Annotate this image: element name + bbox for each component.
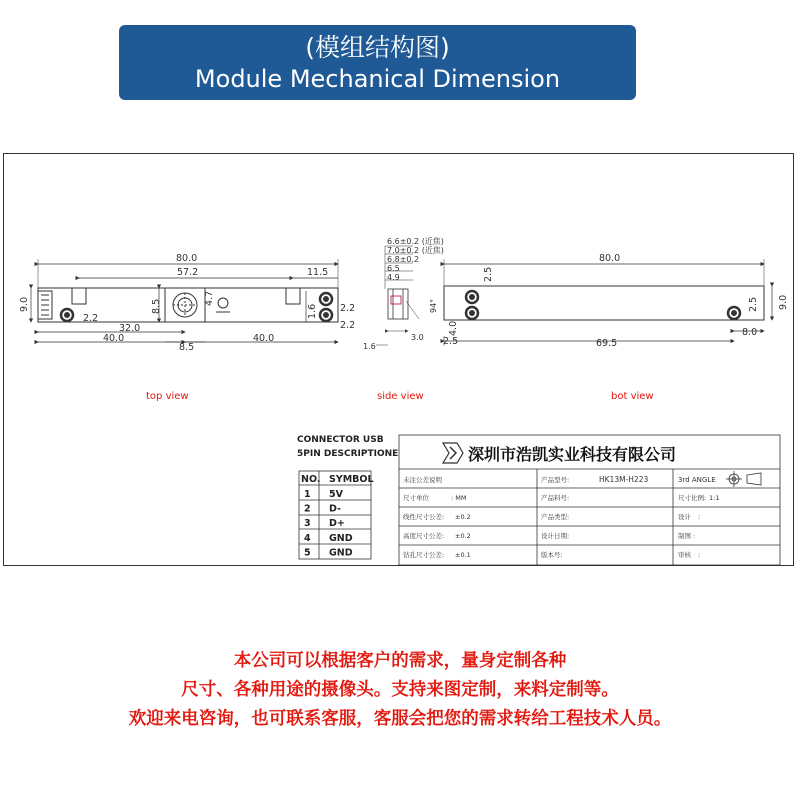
tb-version: 版本号: [541, 551, 563, 559]
dim-bot-25-left: 2.5 [483, 266, 494, 282]
dim-side-angle: 94° [429, 298, 438, 313]
top-view-dims [19, 253, 355, 353]
tb-height-tol: 高度尺寸公差: [403, 532, 445, 540]
dim-side-d5: 4.9 [387, 273, 400, 282]
tb-design: 设计 [678, 513, 691, 521]
connector-row-no: 1 [304, 489, 311, 500]
dim-bot-total: 80.0 [599, 253, 621, 264]
tb-scale-value: 1:1 [709, 494, 720, 502]
dim-top-85-left: 8.5 [151, 298, 162, 314]
bot-view-board [444, 286, 764, 320]
tb-drawing-colon: : [693, 532, 696, 540]
connector-header-no: NO. [301, 474, 321, 485]
bot-view-dims [443, 253, 789, 349]
title-block [399, 435, 780, 565]
dim-bot-80: 8.0 [742, 327, 758, 338]
dim-side-base: 1.6 [363, 342, 376, 351]
view-labels [146, 391, 654, 402]
tb-model-label: 产品型号: [541, 476, 570, 484]
tb-hole-tol: 钻孔尺寸公差: [403, 551, 445, 559]
dim-bot-25-bottom: 2.5 [443, 336, 459, 347]
footer-line-2: 尺寸、各种用途的摄像头。支持来图定制，来料定制等。 [181, 680, 619, 700]
dim-top-height: 9.0 [19, 296, 30, 312]
dim-side-d2: 7.0±0.2 (近焦) [387, 246, 444, 255]
tb-drawing: 制图 [678, 532, 691, 540]
dim-top-22a: 2.2 [340, 303, 356, 314]
dim-top-11: 11.5 [307, 267, 329, 278]
dim-top-total: 80.0 [176, 253, 198, 264]
dim-top-hole: 2.2 [83, 313, 99, 324]
dim-top-16: 1.6 [307, 303, 318, 319]
connector-row-no: 3 [304, 518, 311, 530]
tb-linear-tol: 线性尺寸公差: [403, 513, 445, 521]
connector-title-1: CONNECTOR USB [297, 435, 384, 445]
bot-view-label: bot view [611, 391, 654, 402]
dim-top-85-bottom: 8.5 [179, 342, 195, 353]
title-english: Module Mechanical Dimension [194, 65, 561, 93]
tb-design-date: 设计日期: [541, 532, 570, 540]
mic-icon [218, 298, 228, 308]
connector-row-symbol: GND [329, 532, 353, 544]
tb-design-colon: : [698, 513, 701, 521]
tb-review-colon: : [698, 551, 701, 559]
connector-row-symbol: GND [329, 547, 353, 559]
drawing-svg [4, 154, 795, 567]
tb-size-unit-value: : MM [451, 494, 467, 502]
connector-row-symbol: 5V [329, 489, 343, 500]
tb-model: HK13M-H223 [599, 475, 649, 484]
projection-symbol-icon [726, 471, 761, 487]
connector-row-symbol: D- [329, 503, 342, 515]
tb-linear-tol-value: ±0.2 [455, 513, 471, 521]
connector-row-symbol: D+ [329, 518, 345, 530]
footer-line-3: 欢迎来电咨询，也可联系客服，客服会把您的需求转给工程技术人员。 [128, 709, 672, 729]
title-banner [119, 25, 636, 100]
dim-side-d3: 6.8±0.2 [387, 255, 420, 264]
side-view-label: side view [377, 391, 424, 402]
dim-bot-length: 69.5 [596, 338, 618, 349]
dim-side-thick: 3.0 [411, 333, 424, 342]
connector-header-symbol: SYMBOL [329, 474, 374, 485]
company-name: 深圳市浩凯实业科技有限公司 [468, 445, 677, 464]
connector-row-no: 5 [304, 547, 311, 559]
tb-product-type: 产品类型: [541, 513, 570, 521]
tb-height-tol-value: ±0.2 [455, 532, 471, 540]
dim-bot-40: 4.0 [448, 320, 459, 336]
dim-side-d1: 6.6±0.2 (近焦) [387, 237, 444, 246]
footer-line-1: 本公司可以根据客户的需求，量身定制各种 [233, 651, 567, 671]
dim-top-57: 57.2 [177, 267, 199, 278]
connector-table [297, 435, 398, 559]
tb-general-tol: 未注公差说明 [403, 476, 442, 484]
connector-title-2: 5PIN DESCRIPTIONE [297, 449, 399, 459]
dim-top-47: 4.7 [204, 290, 215, 306]
side-view-dims [363, 236, 444, 351]
tb-scale: 尺寸比例: [678, 494, 707, 502]
connector-pad [286, 288, 300, 304]
tb-angle: 3rd ANGLE [678, 476, 716, 484]
tb-hole-tol-value: ±0.1 [455, 551, 471, 559]
tb-review: 审核 [678, 551, 691, 559]
dim-bot-25-right: 2.5 [748, 296, 759, 312]
company-logo [443, 443, 463, 463]
dim-side-d4: 6.5 [387, 264, 400, 273]
component-pad [72, 288, 86, 304]
tb-product-code: 产品料号: [541, 494, 570, 502]
dim-bot-height: 9.0 [778, 294, 789, 310]
tb-size-unit: 尺寸单位 [403, 494, 429, 502]
dim-top-40-left: 40.0 [103, 333, 125, 344]
dim-top-40-right: 40.0 [253, 333, 275, 344]
connector-row-no: 4 [304, 532, 311, 544]
connector-row-no: 2 [304, 503, 311, 515]
mechanical-drawing [3, 153, 794, 566]
title-chinese: (模组结构图) [305, 33, 450, 62]
dim-top-22b: 2.2 [340, 320, 356, 331]
top-view-label: top view [146, 391, 189, 402]
dim-top-32: 32.0 [119, 323, 141, 334]
